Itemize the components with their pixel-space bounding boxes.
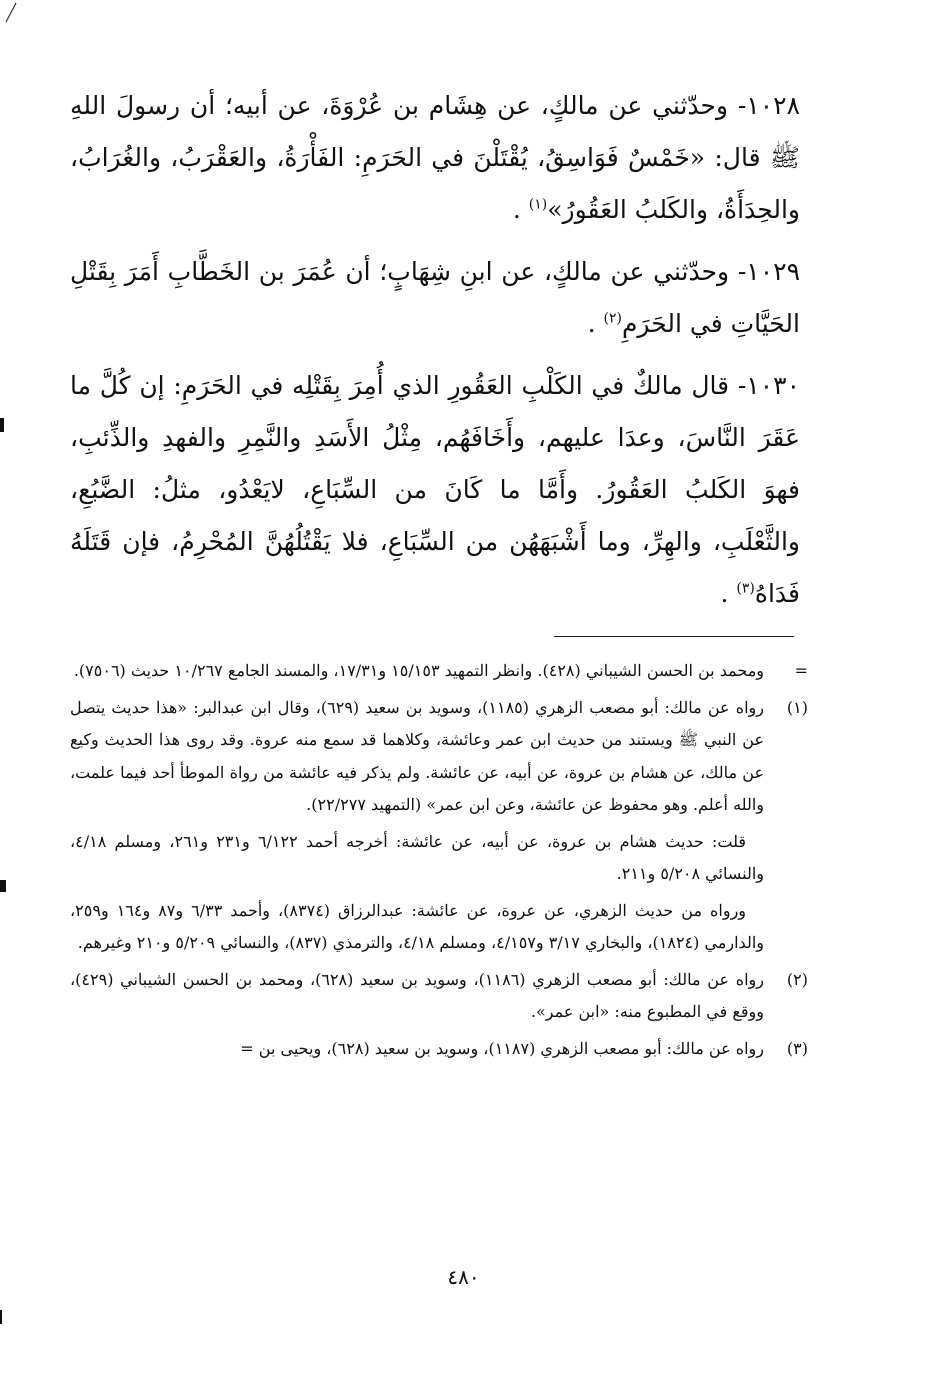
footnote-text: رواه عن مالك: أبو مصعب الزهري (١١٨٧)، وسويد بن سعيد (٦٢٨)، ويحيى بن = xyxy=(240,1038,764,1058)
scan-edge-mark xyxy=(0,1310,2,1324)
hadith-paragraph-1030: ١٠٣٠- قال مالكٌ في الكَلْبِ العَقُورِ الذي أُمِرَ بِقَتْلِه في الحَرَمِ: إن كُلَّ ما عَقَرَ النَّاسَ، وعدَا عليهم، وأَخَافَهُم، مِثْلُ الأَسَدِ والنَّمِرِ والفهدِ والذِّئبِ، فهوَ الكَلبُ العَقُورُ. وأَمَّا ما كَانَ من السِّبَاعِ، لايَعْدُو، مثلُ: الضَّبُعِ، والثَّعْلَبِ، والهِرِّ، وما أَشْبَهَهُن من السِّبَاعِ، فلا يَقْتُلُهُنَّ المُحْرِمُ، فإن قَتَلَهُ فَدَاهُ$^{(٣)}$ . xyxy=(70,371,800,608)
footnote-text: رواه عن مالك: أبو مصعب الزهري (١١٨٥)، وسويد بن سعيد (٦٢٩)، وقال ابن عبدالبر: «هذا حديث يتصل عن النبي ﷺ ويستند من حديث ابن عمر وعائشة، وكلاهما قد سمع منه عروة. وقد روى هذا الحديث وكيع عن مالك، عن هشام بن عروة، عن أبيه، عن عائشة. ولم يذكر فيه عائشة من رواة الموطأ أحد فيما علمت، والله أعلم. وهو محفوظ عن عائشة، وعن ابن عمر» (التمهيد ٢٢/٢٧٧). xyxy=(70,697,765,814)
footnote-2 xyxy=(70,964,808,1029)
main-text xyxy=(70,80,800,620)
footnote-marker[interactable]: (٢) xyxy=(603,310,622,327)
footnote-3 xyxy=(70,1033,808,1066)
scan-edge-mark xyxy=(0,418,4,432)
footnote-number: (١) xyxy=(786,697,808,717)
scan-edge-mark xyxy=(0,880,6,892)
footnote-number: (٣) xyxy=(786,1038,808,1058)
pen-stroke-mark xyxy=(4,2,18,24)
footnote-marker[interactable]: (٣) xyxy=(736,580,755,597)
footnote-text: رواه عن مالك: أبو مصعب الزهري (١١٨٦)، وسويد بن سعيد (٦٢٨)، ومحمد بن الحسن الشيباني (٤٢٩)، ووقع في المطبوع منه: «ابن عمر». xyxy=(70,969,765,1021)
footnote-number: (٢) xyxy=(786,969,808,989)
footnote-marker[interactable]: (١) xyxy=(528,196,548,213)
footnote-text: قلت: حديث هشام بن عروة، عن أبيه، عن عائشة: أخرجه أحمد ٦/١٢٢ و٢٣١ و٢٦١، ومسلم ٤/١٨، والنسائي ٥/٢٠٨ و٢١١. xyxy=(70,831,764,883)
footnote-text: ومحمد بن الحسن الشيباني (٤٢٨). وانظر التمهيد ١٥/١٥٣ و١٧/٣١، والمسند الجامع ١٠/٢٦٧ حديث (٧٥٠٦). xyxy=(73,661,764,680)
footnote-continuation xyxy=(70,655,808,688)
hadith-paragraph-1028: ١٠٢٨- وحدّثني عن مالكٍ، عن هِشَام بن عُرْوَةَ، عن أبيه؛ أن رسولَ اللهِ ﷺ قال: «خَمْسٌ فَوَاسِقُ، يُقْتَلْنَ في الحَرَمِ: الفَأْرَةُ، والعَقْرَبُ، والغُرَابُ، والحِدَأَةُ، والكَلبُ العَقُورُ»$^{(١)}$ . xyxy=(70,91,800,224)
hadith-paragraph-1029: ١٠٢٩- وحدّثني عن مالكٍ، عن ابنِ شِهَابٍ؛ أن عُمَرَ بن الخَطَّابِ أَمَرَ بِقَتْلِ الحَيَّاتِ في الحَرَمِ$^{(٢)}$ . xyxy=(70,257,800,338)
footnote-separator xyxy=(554,636,794,637)
footnotes xyxy=(70,655,808,1069)
footnote-1 xyxy=(70,692,808,960)
footnote-number: = xyxy=(794,661,808,680)
footnote-text: ورواه من حديث الزهري، عن عروة، عن عائشة: عبدالرزاق (٨٣٧٤)، وأحمد ٦/٣٣ و٨٧ و١٦٤ و٢٥٩، والدارمي (١٨٢٤)، والبخاري ٣/١٧ و٤/١٥٧، ومسلم ٤/١٨، والترمذي (٨٣٧)، والنسائي ٥/٢٠٩ و٢١٠ وغيرهم. xyxy=(70,900,764,952)
page-number: ٤٨٠ xyxy=(447,1265,480,1289)
